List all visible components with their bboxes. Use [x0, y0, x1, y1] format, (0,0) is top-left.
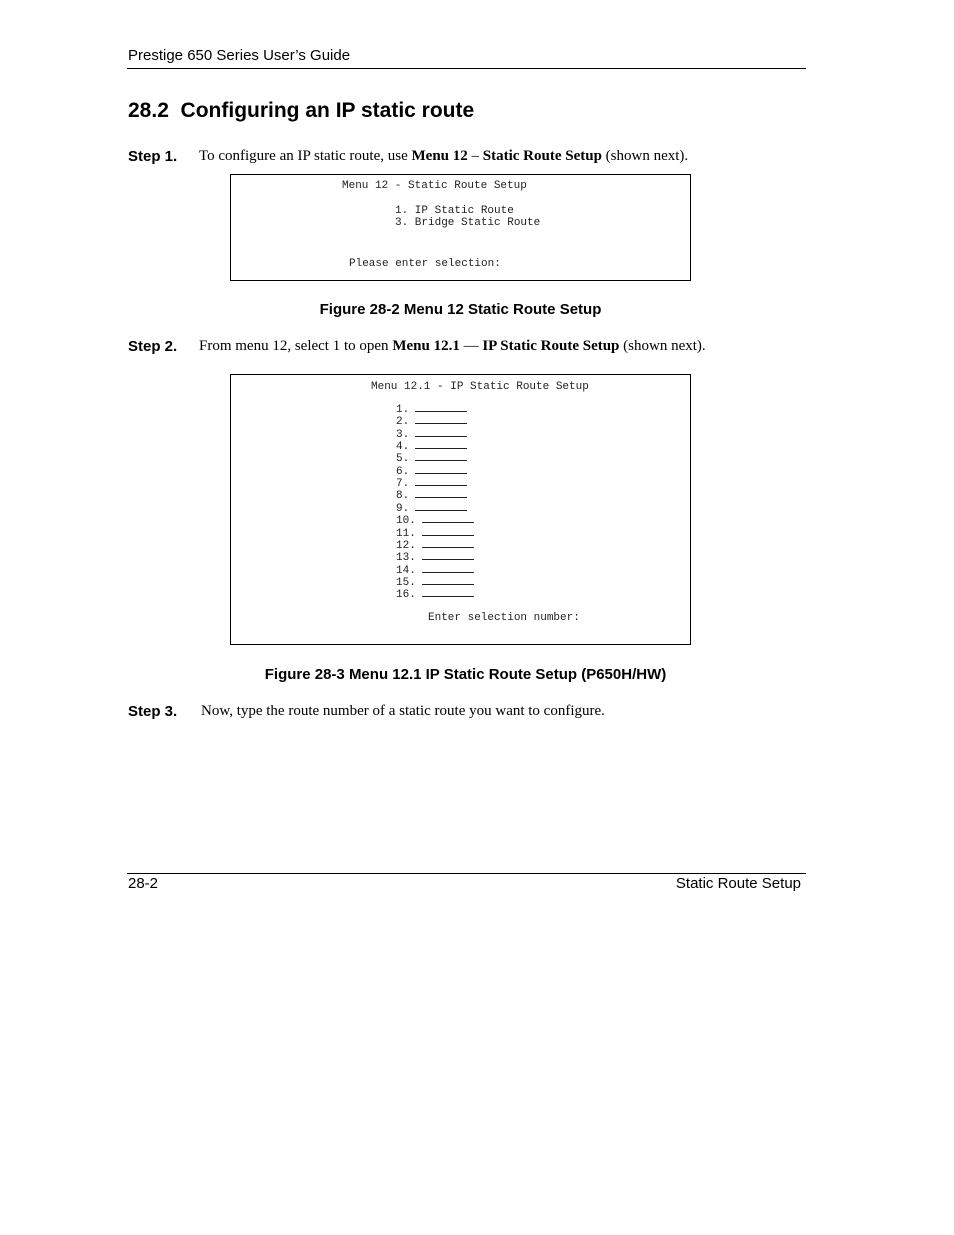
route-field[interactable] [422, 538, 474, 548]
route-number: 1. [396, 404, 410, 416]
route-number: 2. [396, 416, 410, 429]
header-rule [127, 68, 806, 69]
route-number: 3. [396, 428, 410, 441]
route-field[interactable] [422, 575, 474, 585]
route-field[interactable] [422, 587, 474, 597]
step-1-menu-ref: Menu 12 [411, 148, 468, 164]
route-number: 10. [396, 515, 416, 528]
route-field[interactable] [415, 501, 467, 511]
step-2-text-pre: From menu 12, select 1 to open [199, 338, 393, 354]
route-field[interactable] [415, 464, 467, 474]
chapter-name: Static Route Setup [675, 875, 801, 892]
route-field[interactable] [415, 488, 467, 498]
section-title-text: Configuring an IP static route [180, 99, 475, 122]
menu-12-1-title: Menu 12.1 - IP Static Route Setup [371, 381, 589, 393]
menu-12-1-prompt: Enter selection number: [428, 612, 580, 624]
step-1-menu-name: Static Route Setup [482, 148, 602, 164]
route-field[interactable] [422, 526, 474, 536]
page-number: 28-2 [128, 875, 159, 892]
step-1-text [199, 148, 688, 165]
step-2-dash: — [459, 338, 483, 354]
step-1-text-post: (shown next). [601, 148, 689, 164]
route-field[interactable] [422, 550, 474, 560]
step-2-label: Step 2. [128, 338, 178, 355]
step-1-text-pre: To configure an IP static route, use [199, 148, 412, 164]
route-field[interactable] [415, 402, 467, 412]
step-3-text: Now, type the route number of a static route you want to configure. [201, 703, 605, 719]
route-field[interactable] [415, 414, 467, 424]
step-2-menu-ref: Menu 12.1 [392, 338, 460, 354]
route-number: 11. [396, 527, 416, 540]
route-number: 12. [396, 539, 416, 552]
section-title [128, 99, 474, 123]
route-number: 6. [396, 465, 410, 478]
route-field[interactable] [415, 427, 467, 437]
route-number: 4. [396, 441, 410, 454]
menu-12-option-bridge-static-route: 3. Bridge Static Route [395, 217, 541, 229]
step-1-dash: – [467, 148, 483, 164]
route-number: 14. [396, 564, 416, 577]
step-3-label: Step 3. [128, 703, 178, 720]
route-number: 9. [396, 502, 410, 515]
route-number: 15. [396, 576, 416, 589]
step-2-text [199, 338, 706, 355]
route-field[interactable] [415, 439, 467, 449]
footer-rule [127, 873, 806, 874]
route-number: 16. [396, 589, 416, 602]
menu-12-option-ip-static-route: 1. IP Static Route [395, 205, 514, 217]
step-2-menu-name: IP Static Route Setup [482, 338, 620, 354]
route-field[interactable] [415, 451, 467, 461]
menu-12-prompt: Please enter selection: [349, 258, 501, 270]
figure-28-3-caption: Figure 28-3 Menu 12.1 IP Static Route Setup (P650H/HW) [264, 666, 667, 683]
route-number: 7. [396, 478, 410, 491]
route-number: 5. [396, 453, 410, 466]
step-2-text-post: (shown next). [619, 338, 706, 354]
menu-12-title: Menu 12 - Static Route Setup [342, 180, 527, 192]
route-entry[interactable] [396, 587, 474, 601]
step-1-label: Step 1. [128, 148, 178, 165]
route-field[interactable] [415, 476, 467, 486]
running-header: Prestige 650 Series User’s Guide [128, 47, 351, 64]
section-number: 28.2 [128, 99, 169, 122]
route-field[interactable] [422, 563, 474, 573]
route-field[interactable] [422, 513, 474, 523]
route-number: 13. [396, 552, 416, 565]
route-number: 8. [396, 490, 410, 503]
figure-28-2-caption: Figure 28-2 Menu 12 Static Route Setup [319, 301, 602, 318]
